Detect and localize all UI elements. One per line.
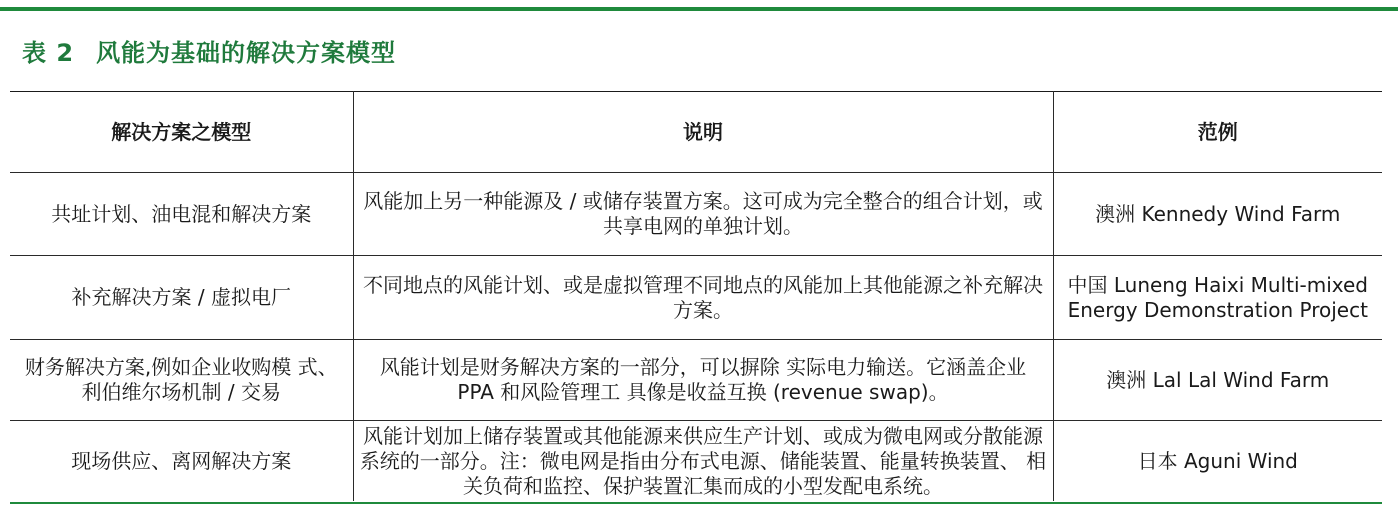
- table-row: [10, 340, 1382, 421]
- cell-example: 澳洲 Lal Lal Wind Farm: [1053, 340, 1382, 421]
- cell-example: 澳洲 Kennedy Wind Farm: [1053, 173, 1382, 256]
- cell-model: 补充解决方案 / 虚拟电厂: [10, 256, 353, 340]
- cell-description: 风能计划加上储存装置或其他能源来供应生产计划、或成为微电网或分散能源系统的一部分。注：微电网是指由分布式电源、储能装置、能量转换装置、 相关负荷和监控、保护装置汇集而成的小型发配电系统。: [353, 421, 1053, 502]
- cell-model: 现场供应、离网解决方案: [10, 421, 353, 502]
- table-title: [22, 33, 396, 68]
- cell-description: 不同地点的风能计划、或是虚拟管理不同地点的风能加上其他能源之补充解决方案。: [353, 256, 1053, 340]
- header-model: 解决方案之模型: [10, 92, 353, 173]
- cell-description: 风能加上另一种能源及 / 或储存装置方案。这可成为完全整合的组合计划，或共享电网的单独计划。: [353, 173, 1053, 256]
- table-title-text: 风能为基础的解决方案模型: [96, 39, 397, 67]
- cell-model: 共址计划、油电混和解决方案: [10, 173, 353, 256]
- cell-description: 风能计划是财务解决方案的一部分，可以摒除 实际电力输送。它涵盖企业 PPA 和风险管理工 具像是收益互换 (revenue swap)。: [353, 340, 1053, 421]
- table-row: [10, 256, 1382, 340]
- table-row: [10, 421, 1382, 502]
- top-green-rule: [0, 7, 1398, 11]
- header-description: 说明: [353, 92, 1053, 173]
- header-example: 范例: [1053, 92, 1382, 173]
- cell-model: 财务解决方案,例如企业收购模 式、利伯维尔场机制 / 交易: [10, 340, 353, 421]
- solutions-table: [10, 91, 1382, 501]
- table-row: [10, 173, 1382, 256]
- table-number: 表 2: [22, 39, 75, 67]
- header-row: [10, 92, 1382, 173]
- bottom-green-rule: [10, 502, 1382, 504]
- cell-example: 中国 Luneng Haixi Multi-mixed Energy Demonstration Project: [1053, 256, 1382, 340]
- cell-example: 日本 Aguni Wind: [1053, 421, 1382, 502]
